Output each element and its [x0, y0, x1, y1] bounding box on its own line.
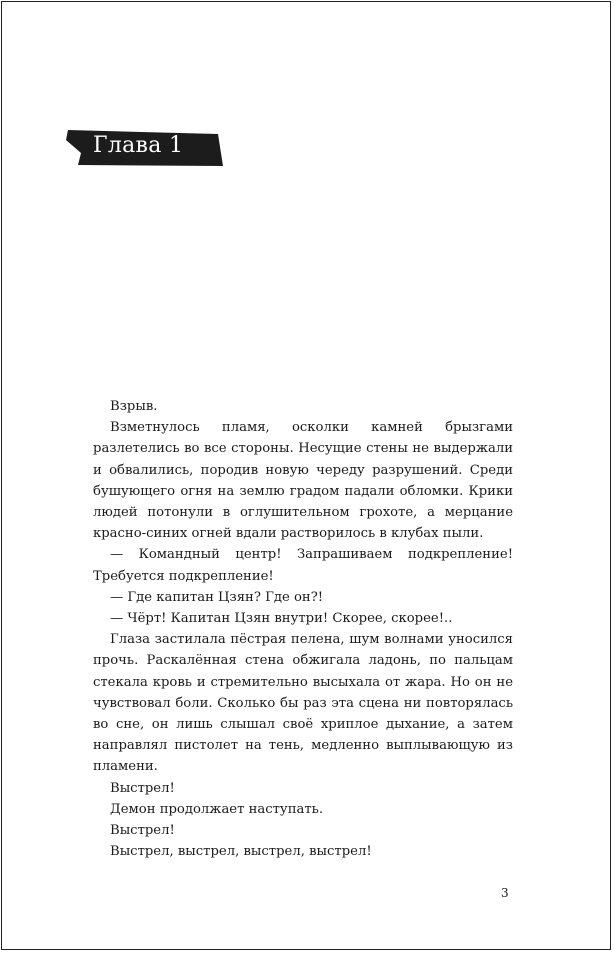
chapter-body: [93, 396, 513, 862]
paragraph: Демон продолжает наступать.: [110, 801, 324, 817]
chapter-title: Глава 1: [93, 133, 184, 158]
paragraph: — Где капитан Цзян? Где он?!: [110, 589, 324, 605]
paragraph: Глаза застилала пёстрая пелена, шум волнами уносился прочь. Раскалённая стена обжигала ладонь, по пальцам стекала кровь и стремительно высыхала от жара. Но он не чувствовал боли. Сколько бы раз эта сцена ни повторялась во сне, он лишь слышал своё хриплое дыхание, а затем направлял пистолет на тень, медленно выплывающую из пламени.: [93, 632, 513, 775]
paragraph: — Командный центр! Запрашиваем подкрепление! Требуется подкрепление!: [93, 547, 513, 584]
paragraph: Выстрел!: [110, 780, 175, 796]
book-page: [1, 1, 611, 950]
paragraph: Взметнулось пламя, осколки камней брызгами разлетелись во все стороны. Несущие стены не выдержали и обвалились, породив новую череду разрушений. Среди бушующего огня на землю градом падали обломки. Крики людей потонули в оглушительном грохоте, а мерцание красно-синих огней вдали растворилось в клубах пыли.: [93, 420, 513, 542]
page-number: 3: [501, 886, 509, 900]
paragraph: Выстрел!: [110, 823, 175, 839]
paragraph: — Чёрт! Капитан Цзян внутри! Скорее, скорее!..: [110, 611, 453, 627]
chapter-banner: [66, 129, 224, 167]
paragraph: Взрыв.: [110, 399, 158, 414]
paragraph: Выстрел, выстрел, выстрел, выстрел!: [110, 844, 372, 860]
